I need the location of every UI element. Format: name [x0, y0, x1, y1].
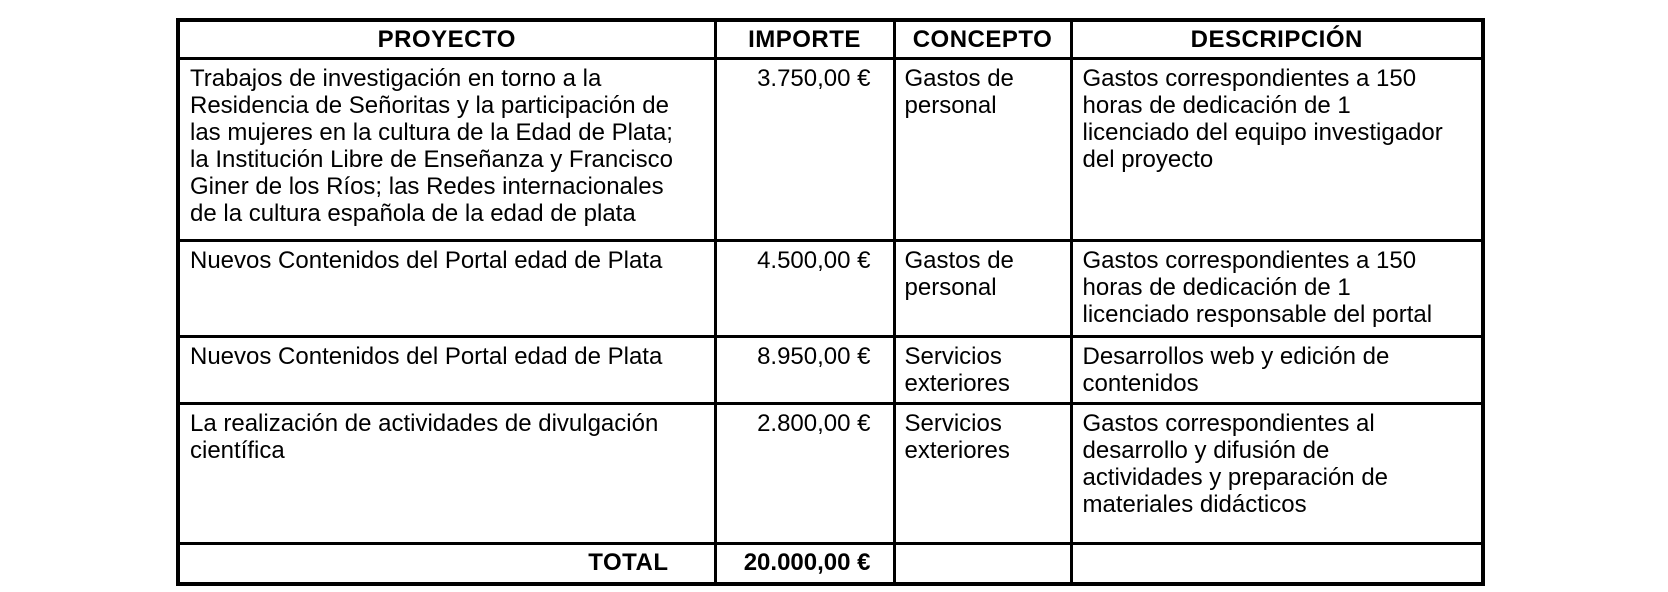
- table-row: [178, 240, 1483, 336]
- table-row: [178, 403, 1483, 543]
- cell-concepto: Gastos de personal: [894, 58, 1071, 240]
- column-header-proyecto: PROYECTO: [178, 20, 715, 58]
- cell-importe: 4.500,00 €: [715, 240, 894, 336]
- total-concepto-empty: [894, 543, 1071, 584]
- cell-proyecto: Trabajos de investigación en torno a la Residencia de Señoritas y la participación de las mujeres en la cultura de la Edad de Plata; la Institución Libre de Enseñanza y Francisco Giner de los Ríos; las Redes internacionales de la cultura española de la edad de plata: [178, 58, 715, 240]
- total-importe: 20.000,00 €: [715, 543, 894, 584]
- cell-importe: 2.800,00 €: [715, 403, 894, 543]
- table-header: [178, 20, 1483, 58]
- header-row: [178, 20, 1483, 58]
- total-descripcion-empty: [1071, 543, 1483, 584]
- cell-concepto: Servicios exteriores: [894, 336, 1071, 403]
- table-row: [178, 58, 1483, 240]
- total-row: [178, 543, 1483, 584]
- budget-table: [176, 18, 1485, 586]
- table-row: [178, 336, 1483, 403]
- cell-descripcion: Desarrollos web y edición de contenidos: [1071, 336, 1483, 403]
- total-label: TOTAL: [178, 543, 715, 584]
- table-body: [178, 58, 1483, 584]
- column-header-importe: IMPORTE: [715, 20, 894, 58]
- column-header-descripcion: DESCRIPCIÓN: [1071, 20, 1483, 58]
- cell-proyecto: Nuevos Contenidos del Portal edad de Plata: [178, 336, 715, 403]
- cell-concepto: Servicios exteriores: [894, 403, 1071, 543]
- cell-descripcion: Gastos correspondientes a 150 horas de dedicación de 1 licenciado responsable del portal: [1071, 240, 1483, 336]
- cell-concepto: Gastos de personal: [894, 240, 1071, 336]
- cell-proyecto: Nuevos Contenidos del Portal edad de Plata: [178, 240, 715, 336]
- cell-descripcion: Gastos correspondientes al desarrollo y difusión de actividades y preparación de materiales didácticos: [1071, 403, 1483, 543]
- cell-descripcion: Gastos correspondientes a 150 horas de dedicación de 1 licenciado del equipo investigador del proyecto: [1071, 58, 1483, 240]
- cell-importe: 3.750,00 €: [715, 58, 894, 240]
- column-header-concepto: CONCEPTO: [894, 20, 1071, 58]
- cell-importe: 8.950,00 €: [715, 336, 894, 403]
- cell-proyecto: La realización de actividades de divulgación científica: [178, 403, 715, 543]
